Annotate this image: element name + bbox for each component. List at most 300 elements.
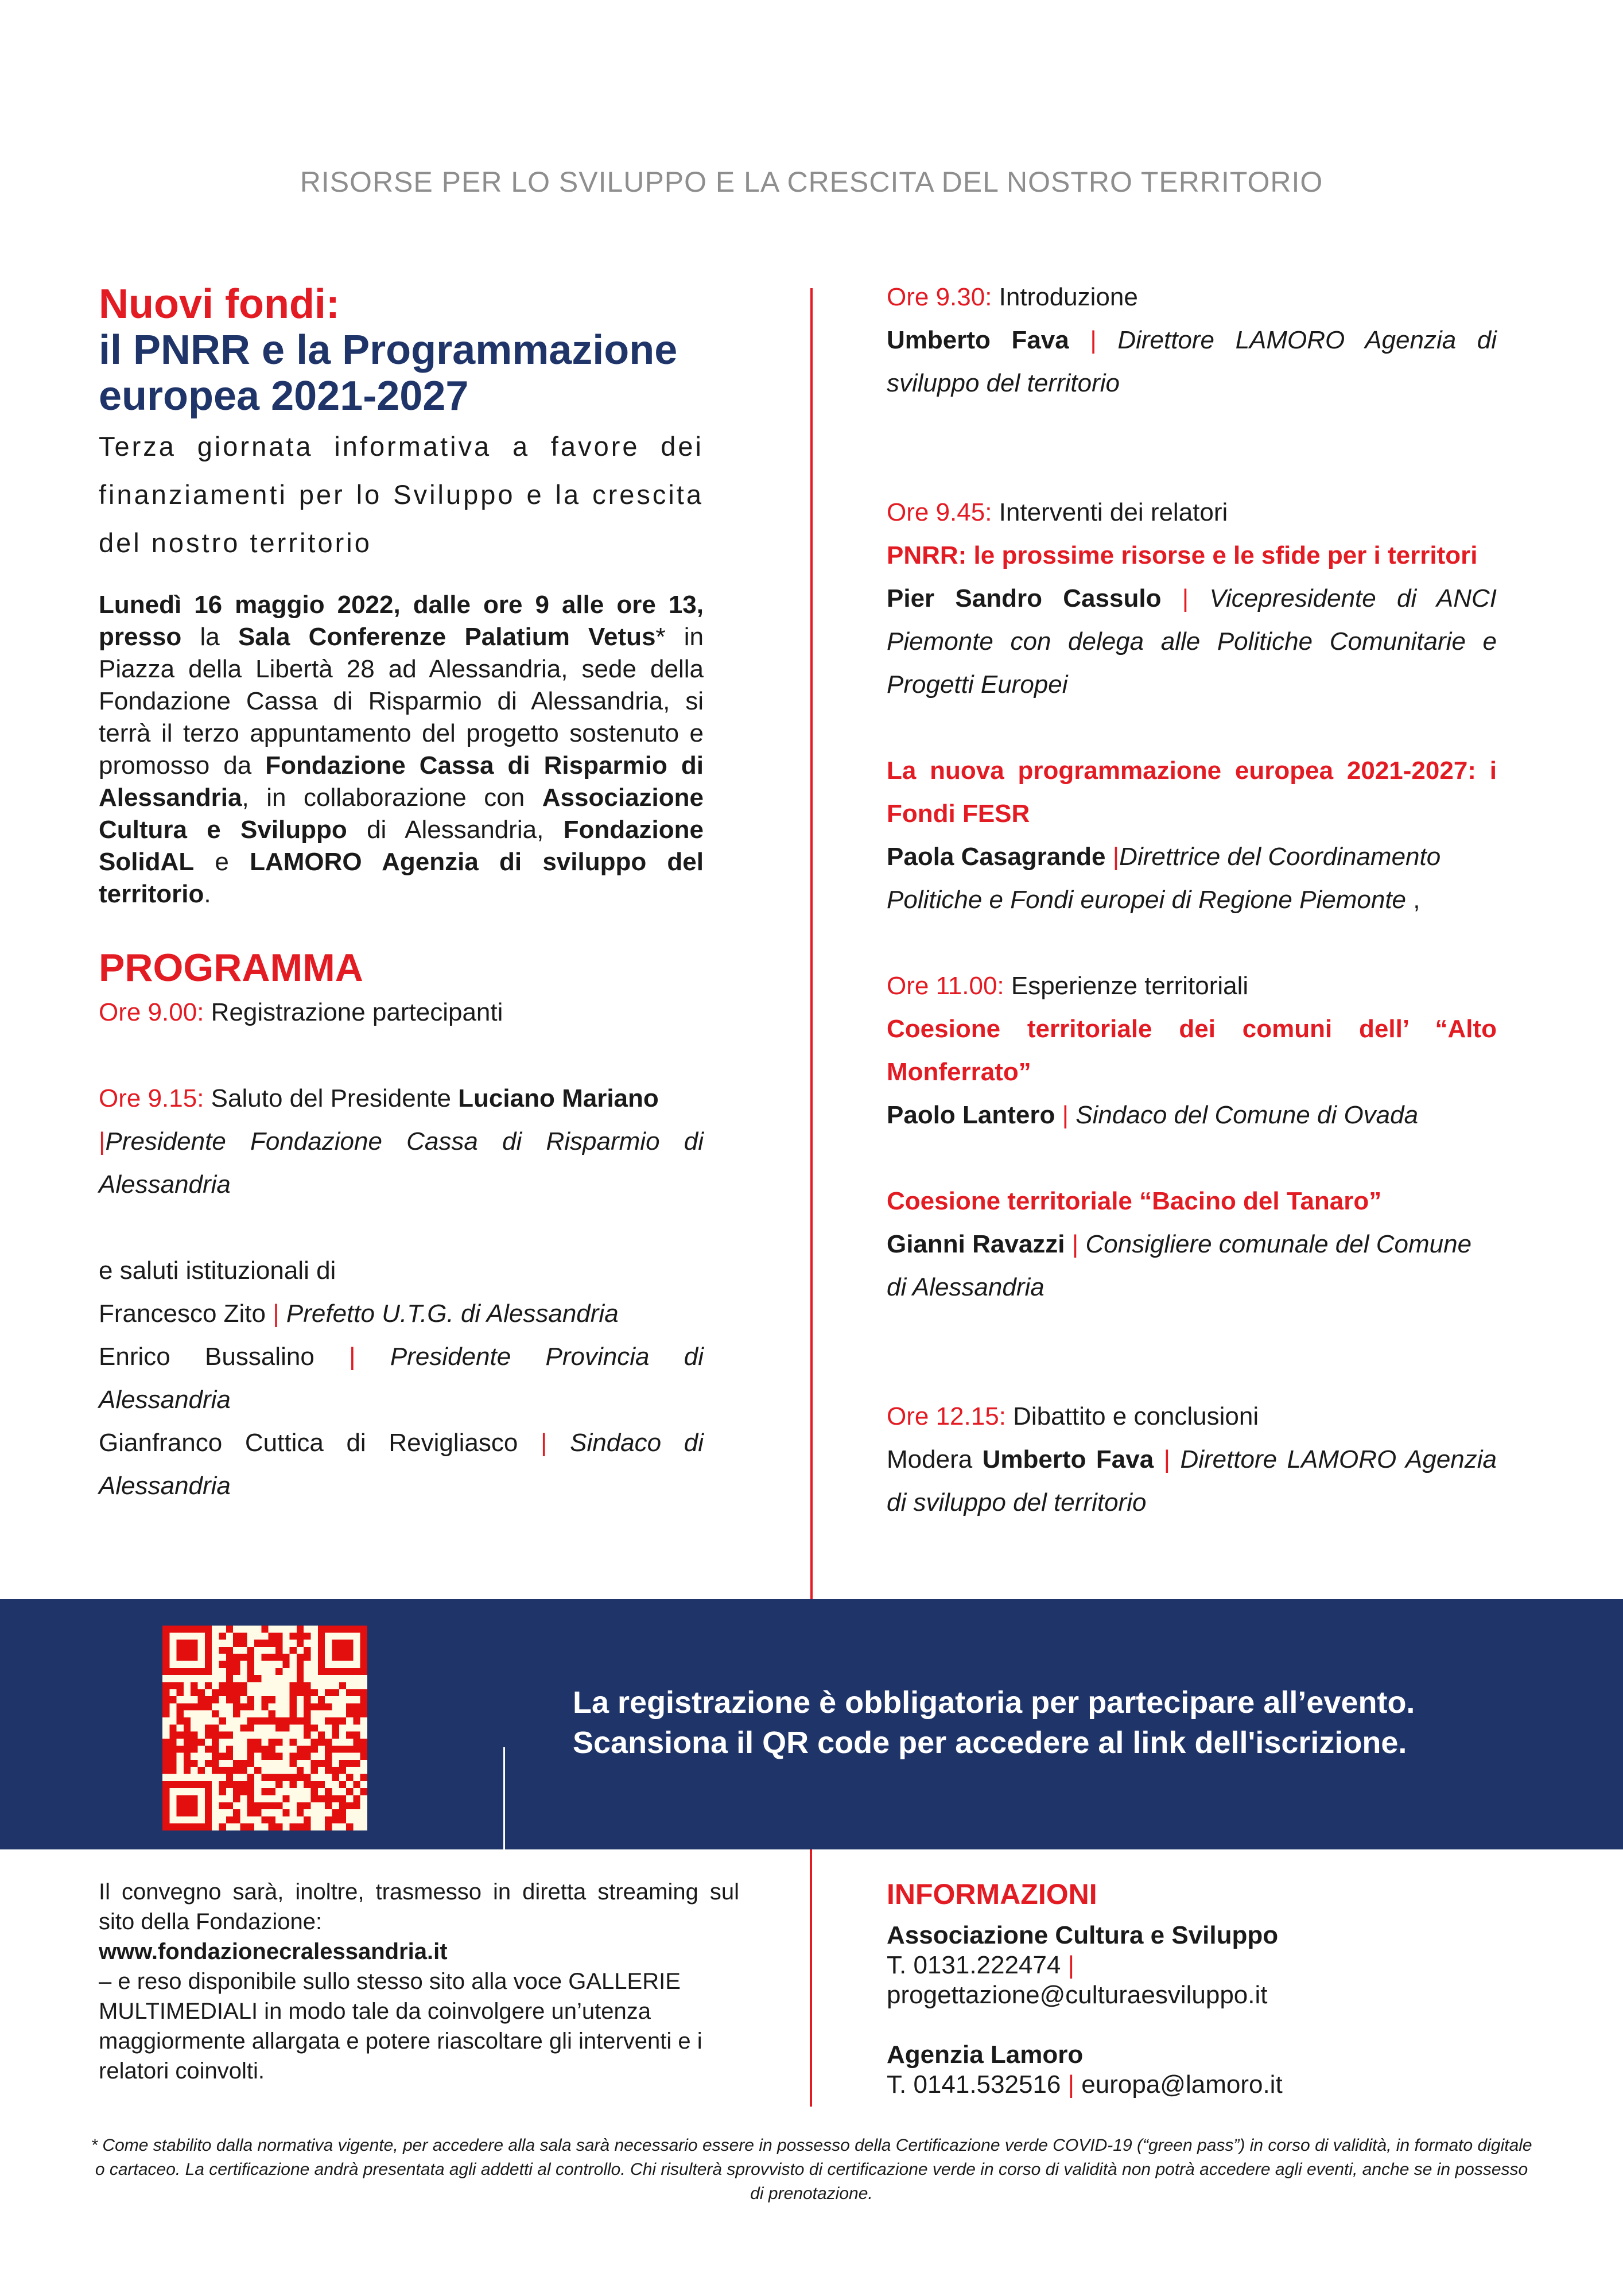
qr-module <box>269 1717 275 1724</box>
contact-email[interactable]: progettazione@culturaesviluppo.it <box>887 1981 1268 2009</box>
qr-module <box>191 1668 197 1675</box>
qr-module <box>297 1767 304 1774</box>
qr-module <box>290 1632 297 1639</box>
qr-module <box>360 1753 367 1760</box>
qr-module <box>191 1795 197 1802</box>
qr-module <box>177 1647 184 1654</box>
qr-module <box>275 1824 282 1830</box>
qr-module <box>226 1668 233 1675</box>
qr-module <box>304 1682 310 1689</box>
schedule-text: Registrazione partecipanti <box>204 998 503 1026</box>
contact-line <box>887 2070 1518 2100</box>
qr-module <box>353 1689 360 1696</box>
qr-module <box>304 1746 310 1752</box>
qr-module <box>205 1661 212 1668</box>
qr-module <box>191 1732 197 1739</box>
qr-module <box>304 1717 310 1724</box>
qr-module <box>162 1696 169 1703</box>
qr-module <box>275 1774 282 1781</box>
qr-module <box>297 1753 304 1760</box>
intro-text: di Alessandria, <box>347 816 564 844</box>
speaker-name: Paolo Lantero <box>887 1101 1055 1129</box>
qr-module <box>332 1746 339 1752</box>
qr-module <box>325 1760 332 1767</box>
qr-module <box>339 1682 346 1689</box>
title-line-3: europea 2021-2027 <box>99 373 469 419</box>
qr-module <box>162 1739 169 1746</box>
qr-module <box>290 1774 297 1781</box>
qr-module <box>339 1816 346 1823</box>
qr-module <box>212 1767 219 1774</box>
qr-module <box>297 1717 304 1724</box>
qr-module <box>275 1717 282 1724</box>
qr-module <box>240 1654 247 1661</box>
qr-module <box>304 1732 310 1739</box>
qr-module <box>191 1760 197 1767</box>
qr-module <box>162 1703 169 1710</box>
qr-module <box>219 1632 226 1639</box>
qr-module <box>269 1696 275 1703</box>
left-column <box>99 281 704 1507</box>
qr-module <box>219 1717 226 1724</box>
separator: | <box>1067 1951 1075 1979</box>
qr-module <box>339 1647 346 1654</box>
qr-module <box>360 1788 367 1795</box>
qr-module <box>290 1682 297 1689</box>
qr-module <box>269 1802 275 1809</box>
qr-module <box>360 1739 367 1746</box>
header-kicker: RISORSE PER LO SVILUPPO E LA CRESCITA DEL NOSTRO TERRITORIO <box>300 166 1323 198</box>
separator: | <box>99 1127 106 1155</box>
qr-module <box>198 1626 205 1632</box>
qr-module <box>198 1689 205 1696</box>
qr-module <box>162 1689 169 1696</box>
qr-module <box>240 1824 247 1830</box>
qr-module <box>162 1760 169 1767</box>
qr-module <box>247 1753 254 1760</box>
qr-module <box>290 1711 297 1717</box>
qr-module <box>304 1703 310 1710</box>
qr-module <box>360 1654 367 1661</box>
saluti-item <box>99 1421 704 1507</box>
qr-module <box>297 1640 304 1647</box>
qr-module <box>169 1753 176 1760</box>
qr-module <box>169 1626 176 1632</box>
schedule-text: Saluto del Presidente <box>204 1084 459 1112</box>
qr-module <box>233 1682 240 1689</box>
qr-module <box>318 1626 325 1632</box>
qr-module <box>240 1781 247 1788</box>
qr-module <box>269 1774 275 1781</box>
qr-module <box>184 1824 191 1830</box>
speaker-name: Umberto Fava <box>982 1445 1154 1473</box>
qr-module <box>247 1781 254 1788</box>
qr-module <box>339 1760 346 1767</box>
schedule-item-0930 <box>887 276 1497 319</box>
qr-module <box>353 1781 360 1788</box>
qr-module <box>184 1626 191 1632</box>
subtitle: Terza giornata informativa a favore dei finanziamenti per lo Sviluppo e la crescita del nostro territorio <box>99 431 704 558</box>
title-line-2: il PNRR e la Programmazione <box>99 327 678 373</box>
qr-module <box>346 1732 353 1739</box>
qr-module <box>269 1816 275 1823</box>
qr-module <box>346 1760 353 1767</box>
qr-module <box>240 1788 247 1795</box>
qr-module <box>353 1732 360 1739</box>
contact-phone[interactable]: T. 0131.222474 <box>887 1951 1061 1979</box>
qr-module <box>205 1626 212 1632</box>
qr-module <box>162 1753 169 1760</box>
qr-module <box>219 1689 226 1696</box>
qr-module <box>346 1774 353 1781</box>
qr-module <box>353 1668 360 1675</box>
saluti-intro: e saluti istituzionali di <box>99 1256 336 1285</box>
qr-module <box>282 1654 289 1661</box>
qr-module <box>191 1802 197 1809</box>
qr-module <box>325 1788 332 1795</box>
qr-module <box>247 1675 254 1682</box>
qr-module <box>275 1781 282 1788</box>
qr-module <box>275 1739 282 1746</box>
qr-module <box>240 1632 247 1639</box>
intro-paragraph <box>99 589 704 910</box>
qr-module <box>191 1626 197 1632</box>
intro-text: e <box>194 848 250 876</box>
qr-module <box>162 1640 169 1647</box>
qr-module <box>360 1774 367 1781</box>
speaker <box>887 1223 1497 1309</box>
qr-module <box>162 1632 169 1639</box>
qr-module <box>304 1802 310 1809</box>
qr-module <box>325 1824 332 1830</box>
speaker <box>887 319 1497 405</box>
qr-module <box>219 1661 226 1668</box>
contact-phone[interactable]: T. 0141.532516 <box>887 2070 1061 2099</box>
qr-module <box>247 1760 254 1767</box>
qr-module <box>198 1824 205 1830</box>
speaker <box>887 1438 1497 1524</box>
intro-text: . <box>204 880 211 908</box>
qr-module <box>353 1746 360 1752</box>
qr-module <box>219 1767 226 1774</box>
qr-module <box>184 1795 191 1802</box>
speaker-name: Enrico Bussalino <box>99 1343 314 1371</box>
qr-module <box>261 1816 268 1823</box>
qr-module <box>254 1675 261 1682</box>
qr-module <box>162 1802 169 1809</box>
qr-module <box>184 1809 191 1816</box>
qr-module <box>205 1824 212 1830</box>
qr-module <box>247 1696 254 1703</box>
qr-module <box>318 1703 325 1710</box>
speaker-name: Francesco Zito <box>99 1300 266 1328</box>
trailing-mark: , <box>1413 886 1420 914</box>
qr-module <box>233 1661 240 1668</box>
qr-module <box>212 1739 219 1746</box>
qr-module <box>339 1781 346 1788</box>
qr-module <box>226 1675 233 1682</box>
schedule-time: Ore 9.00: <box>99 998 204 1026</box>
session-topic: Coesione territoriale “Bacino del Tanaro” <box>887 1187 1382 1215</box>
qr-module <box>297 1682 304 1689</box>
qr-module <box>205 1632 212 1639</box>
qr-module <box>240 1703 247 1710</box>
schedule-item-1215 <box>887 1395 1497 1438</box>
qr-module <box>353 1703 360 1710</box>
qr-module <box>247 1802 254 1809</box>
qr-module <box>205 1781 212 1788</box>
qr-module <box>205 1654 212 1661</box>
qr-module <box>233 1781 240 1788</box>
qr-module <box>162 1767 169 1774</box>
qr-module <box>269 1654 275 1661</box>
speaker-role: Presidente Fondazione Cassa di Risparmio di Alessandria <box>99 1127 704 1199</box>
schedule-text: Esperienze territoriali <box>1004 972 1249 1000</box>
qr-module <box>304 1774 310 1781</box>
qr-module <box>247 1795 254 1802</box>
qr-module <box>177 1711 184 1717</box>
qr-module <box>247 1661 254 1668</box>
qr-module <box>339 1640 346 1647</box>
qr-module <box>275 1724 282 1731</box>
qr-module <box>332 1767 339 1774</box>
qr-module <box>177 1682 184 1689</box>
qr-module <box>311 1767 318 1774</box>
qr-module <box>318 1647 325 1654</box>
qr-module <box>247 1703 254 1710</box>
schedule-time: Ore 9.15: <box>99 1084 204 1112</box>
speaker-name: Umberto Fava <box>887 326 1069 354</box>
qr-module <box>162 1626 169 1632</box>
qr-module <box>177 1802 184 1809</box>
qr-module <box>325 1717 332 1724</box>
streaming-text: Il convegno sarà, inoltre, trasmesso in diretta streaming sul sito della Fondazione: <box>99 1879 739 1934</box>
separator: | <box>1090 326 1097 354</box>
qr-module <box>247 1668 254 1675</box>
speaker-name: Gianfranco Cuttica di Revigliasco <box>99 1429 518 1457</box>
qr-module <box>360 1647 367 1654</box>
qr-module <box>339 1746 346 1752</box>
saluti-item <box>99 1292 704 1335</box>
qr-module <box>198 1781 205 1788</box>
qr-module <box>360 1668 367 1675</box>
qr-module <box>332 1647 339 1654</box>
qr-module <box>184 1753 191 1760</box>
intro-org: Associazione Cultura e Sviluppo <box>99 784 704 844</box>
qr-module <box>233 1711 240 1717</box>
qr-module <box>169 1739 176 1746</box>
qr-module <box>169 1746 176 1752</box>
qr-module <box>177 1668 184 1675</box>
qr-module <box>219 1824 226 1830</box>
qr-module <box>275 1668 282 1675</box>
speaker <box>887 1093 1497 1137</box>
qr-module <box>184 1640 191 1647</box>
qr-module <box>212 1732 219 1739</box>
qr-module <box>254 1809 261 1816</box>
schedule-text: Interventi dei relatori <box>992 498 1228 526</box>
qr-module <box>269 1711 275 1717</box>
intro-text: * in Piazza della Libertà 28 ad Alessandria, sede della Fondazione Cassa di Risparmio di Alessandria, si terrà il terzo appuntamento del progetto sostenuto e promosso da <box>99 623 704 779</box>
qr-module <box>162 1654 169 1661</box>
qr-module <box>346 1689 353 1696</box>
qr-module <box>297 1824 304 1830</box>
qr-module <box>226 1689 233 1696</box>
qr-module <box>162 1746 169 1752</box>
qr-module <box>261 1703 268 1710</box>
qr-module <box>269 1640 275 1647</box>
qr-module <box>184 1724 191 1731</box>
qr-module <box>360 1711 367 1717</box>
qr-module <box>177 1809 184 1816</box>
schedule-item-1100 <box>887 964 1497 1007</box>
qr-module <box>325 1746 332 1752</box>
qr-module <box>332 1640 339 1647</box>
qr-module <box>184 1746 191 1752</box>
qr-module <box>226 1654 233 1661</box>
qr-module <box>219 1682 226 1689</box>
qr-module <box>290 1739 297 1746</box>
intro-org: Fondazione Cassa di Risparmio di Alessandria <box>99 751 704 812</box>
qr-module <box>261 1802 268 1809</box>
registration-text <box>573 1682 1606 1763</box>
qr-module <box>275 1640 282 1647</box>
qr-module <box>297 1654 304 1661</box>
session-topic: PNRR: le prossime risorse e le sfide per i territori <box>887 541 1478 569</box>
speaker-role: Direttore LAMORO Agenzia di sviluppo del territorio <box>887 326 1497 397</box>
qr-module <box>240 1689 247 1696</box>
speaker-role: Presidente Provincia di Alessandria <box>99 1343 704 1414</box>
qr-module <box>304 1816 310 1823</box>
qr-module <box>332 1717 339 1724</box>
qr-module <box>191 1640 197 1647</box>
qr-module <box>339 1795 346 1802</box>
intro-venue: Sala Conferenze Palatium Vetus <box>238 623 656 651</box>
qr-module <box>360 1696 367 1703</box>
qr-module <box>212 1711 219 1717</box>
separator: | <box>1182 584 1189 612</box>
qr-module <box>318 1732 325 1739</box>
qr-module <box>325 1739 332 1746</box>
qr-module <box>275 1753 282 1760</box>
qr-module <box>233 1703 240 1710</box>
qr-module <box>162 1824 169 1830</box>
qr-module <box>360 1703 367 1710</box>
qr-code-icon[interactable] <box>162 1626 367 1830</box>
streaming-info <box>99 1877 739 2086</box>
qr-module <box>346 1711 353 1717</box>
registration-band <box>0 1599 1623 1849</box>
qr-module <box>177 1732 184 1739</box>
qr-module <box>233 1767 240 1774</box>
qr-module <box>212 1760 219 1767</box>
session-topic: La nuova programmazione europea 2021-2027: i Fondi FESR <box>887 757 1497 828</box>
qr-module <box>339 1809 346 1816</box>
qr-module <box>219 1753 226 1760</box>
qr-module <box>240 1724 247 1731</box>
intro-date: Lunedì 16 maggio 2022, dalle ore 9 alle ore 13, presso <box>99 591 704 651</box>
qr-module <box>226 1647 233 1654</box>
qr-module <box>205 1816 212 1823</box>
qr-module <box>233 1632 240 1639</box>
qr-module <box>184 1668 191 1675</box>
qr-module <box>205 1746 212 1752</box>
qr-module <box>184 1647 191 1654</box>
qr-module <box>332 1809 339 1816</box>
qr-module <box>162 1781 169 1788</box>
qr-module <box>247 1824 254 1830</box>
qr-module <box>177 1640 184 1647</box>
qr-module <box>318 1739 325 1746</box>
qr-module <box>177 1654 184 1661</box>
website-link[interactable]: www.fondazionecralessandria.it <box>99 1939 448 1964</box>
qr-module <box>332 1774 339 1781</box>
separator: | <box>273 1300 279 1328</box>
qr-module <box>318 1661 325 1668</box>
qr-module <box>233 1640 240 1647</box>
streaming-text: – e reso disponibile sullo stesso sito alla voce GALLERIE MULTIMEDIALI in modo tale da coinvolgere un’utenza maggiormente allargata e potere riascoltare gli interventi e i relatori coinvolti. <box>99 1969 702 2084</box>
qr-module <box>205 1788 212 1795</box>
qr-module <box>275 1632 282 1639</box>
contact-email[interactable]: europa@lamoro.it <box>1081 2070 1283 2099</box>
qr-module <box>311 1781 318 1788</box>
qr-module <box>184 1781 191 1788</box>
qr-module <box>184 1732 191 1739</box>
qr-module <box>205 1732 212 1739</box>
footnote: * Come stabilito dalla normativa vigente, per accedere alla sala sarà necessario essere in possesso della Certificazione verde COVID-19 (“green pass”) in corso di validità, in formato digitale o cartaceo. La certificazione andrà presentata agli addetti al controllo. Chi risulterà sprovvisto di certificazione verde in corso di validità non potrà accedere agli eventi, anche se in possesso di prenotazione. <box>91 2136 1532 2203</box>
qr-module <box>360 1746 367 1752</box>
qr-module <box>240 1682 247 1689</box>
qr-module <box>297 1809 304 1816</box>
qr-module <box>191 1739 197 1746</box>
qr-module <box>304 1824 310 1830</box>
informazioni-heading: INFORMAZIONI <box>887 1878 1097 1910</box>
qr-module <box>325 1802 332 1809</box>
qr-module <box>233 1795 240 1802</box>
qr-module <box>219 1781 226 1788</box>
qr-module <box>325 1795 332 1802</box>
qr-module <box>360 1632 367 1639</box>
qr-module <box>332 1724 339 1731</box>
qr-module <box>353 1760 360 1767</box>
qr-module <box>318 1640 325 1647</box>
speaker <box>887 835 1497 921</box>
qr-module <box>311 1795 318 1802</box>
qr-module <box>360 1661 367 1668</box>
intro-org: LAMORO Agenzia di sviluppo del territorio <box>99 848 704 908</box>
qr-module <box>290 1703 297 1710</box>
speaker-name: Paola Casagrande <box>887 843 1106 871</box>
qr-module <box>346 1654 353 1661</box>
qr-module <box>332 1654 339 1661</box>
qr-module <box>205 1640 212 1647</box>
qr-module <box>311 1689 318 1696</box>
speaker-role: Direttrice del Coordinamento Politiche e Fondi europei di Regione Piemonte <box>887 843 1441 914</box>
qr-module <box>290 1717 297 1724</box>
qr-module <box>162 1711 169 1717</box>
qr-module <box>254 1739 261 1746</box>
separator: | <box>1071 1230 1079 1258</box>
separator: | <box>1067 2070 1075 2099</box>
qr-module <box>162 1809 169 1816</box>
qr-module <box>212 1746 219 1752</box>
qr-module <box>297 1746 304 1752</box>
qr-module <box>177 1717 184 1724</box>
qr-module <box>247 1746 254 1752</box>
qr-module <box>212 1696 219 1703</box>
schedule-text: Introduzione <box>992 283 1138 311</box>
qr-module <box>269 1632 275 1639</box>
